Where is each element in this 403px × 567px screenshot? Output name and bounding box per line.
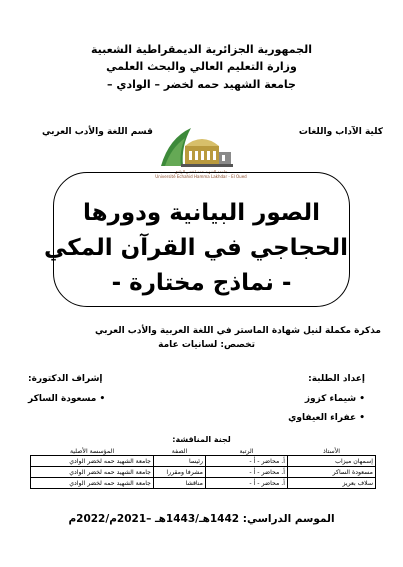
- table-cell: جامعة الشهيد حمه لخضر الوادي: [31, 478, 154, 489]
- header-institution: المؤسسة الأصلية: [69, 447, 115, 455]
- thesis-title-line3: - نماذج مختارة -: [111, 270, 292, 296]
- bullet-icon: •: [359, 394, 365, 404]
- logo-arabic-text: جامعة الشهيد حمه لخضر الوادي: [174, 169, 228, 174]
- student-2-name: عفراء العيفاوي: [288, 413, 357, 423]
- bullet-icon: •: [359, 413, 365, 423]
- table-cell: أ. محاضر - أ -: [206, 456, 288, 467]
- thesis-title-line1: الصور البيانية ودورها: [83, 200, 320, 226]
- supervisor: [28, 394, 105, 404]
- header-rank: الرتبة: [239, 447, 254, 455]
- table-cell: إسمهان ميزاب: [288, 456, 376, 467]
- academic-year: الموسم الدراسي: 1442هـ/1443هـ –2021م/2022م: [68, 513, 335, 525]
- header-university: جامعة الشهيد حمه لخضر – الوادي –: [107, 78, 296, 91]
- table-cell: مشرفا ومقررا: [154, 467, 206, 478]
- table-cell: أ. محاضر - أ -: [206, 478, 288, 489]
- committee-table: [30, 447, 376, 489]
- committee-table-header: [31, 447, 376, 456]
- table-cell: مناقشا: [154, 478, 206, 489]
- table-row: [31, 467, 376, 478]
- table-cell: سلاف بعريز: [288, 478, 376, 489]
- thesis-title-line2: الحجاجي في القرآن المكي: [44, 235, 348, 261]
- header-republic: الجمهورية الجزائرية الديمقراطية الشعبية: [91, 43, 312, 56]
- memo-statement: مذكرة مكملة لنيل شهادة الماستر في اللغة العربية والأدب العربي: [95, 326, 381, 336]
- logo-latin-text: Université Echahid Hamma Lakhdar - El Oued: [155, 174, 247, 179]
- faculty-label: كلية الآداب واللغات: [298, 127, 383, 137]
- table-cell: جامعة الشهيد حمه لخضر الوادي: [31, 467, 154, 478]
- students-label: إعداد الطلبة:: [308, 374, 365, 384]
- student-1: [305, 394, 365, 404]
- department-label: قسم اللغة والأدب العربي: [42, 127, 153, 137]
- header-ministry: وزارة التعليم العالي والبحث العلمي: [106, 60, 297, 73]
- table-row: [31, 456, 376, 467]
- table-cell: جامعة الشهيد حمه لخضر الوادي: [31, 456, 154, 467]
- student-1-name: شيماء كزوز: [304, 394, 357, 404]
- table-row: [31, 478, 376, 489]
- table-cell: أ. محاضر - أ -: [206, 467, 288, 478]
- specialty-label: تخصص: لسانيات عامة: [158, 340, 255, 350]
- student-2: [288, 413, 365, 423]
- committee-label: لجنة المناقشة:: [172, 435, 231, 444]
- header-role: الصفة: [171, 447, 188, 455]
- bullet-icon: •: [99, 394, 106, 404]
- table-cell: مسعودة الساكر: [288, 467, 376, 478]
- supervisor-name: مسعودة الساكر: [28, 394, 97, 404]
- supervisor-label: إشراف الدكتورة:: [28, 374, 103, 384]
- header-professor: الأستاذ: [323, 447, 340, 455]
- table-cell: رئيسا: [154, 456, 206, 467]
